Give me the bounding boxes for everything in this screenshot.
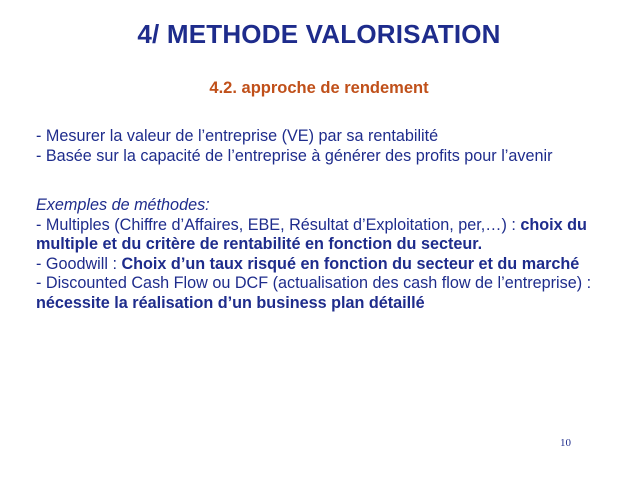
page-number: 10 <box>560 437 571 449</box>
bullet-dcf <box>36 274 602 313</box>
slide-body <box>36 127 602 313</box>
slide-subtitle: 4.2. approche de rendement <box>209 79 429 97</box>
multiples-text: - Multiples (Chiffre d’Affaires, EBE, Résultat d’Exploitation, per,…) : <box>36 215 521 234</box>
slide-title: 4/ METHODE VALORISATION <box>137 19 501 49</box>
goodwill-emphasis: Choix d’un taux risqué en fonction du secteur et du marché <box>121 254 580 273</box>
bullet-profit-capacity: - Basée sur la capacité de l’entreprise à générer des profits pour l’avenir <box>36 146 553 165</box>
bullet-goodwill <box>36 255 602 275</box>
bullet-multiples <box>36 216 602 255</box>
multiples-emphasis: choix du multiple et du critère de rentabilité en fonction du secteur. <box>36 215 587 253</box>
dcf-emphasis: nécessite la réalisation d’un business plan détaillé <box>36 293 425 312</box>
examples-heading: Exemples de méthodes: <box>36 196 210 214</box>
spacer <box>36 166 602 196</box>
goodwill-text: - Goodwill : <box>36 254 122 273</box>
bullet-valuation: - Mesurer la valeur de l’entreprise (VE) par sa rentabilité <box>36 127 439 145</box>
dcf-text: - Discounted Cash Flow ou DCF (actualisation des cash flow de l’entreprise) : <box>36 274 592 292</box>
